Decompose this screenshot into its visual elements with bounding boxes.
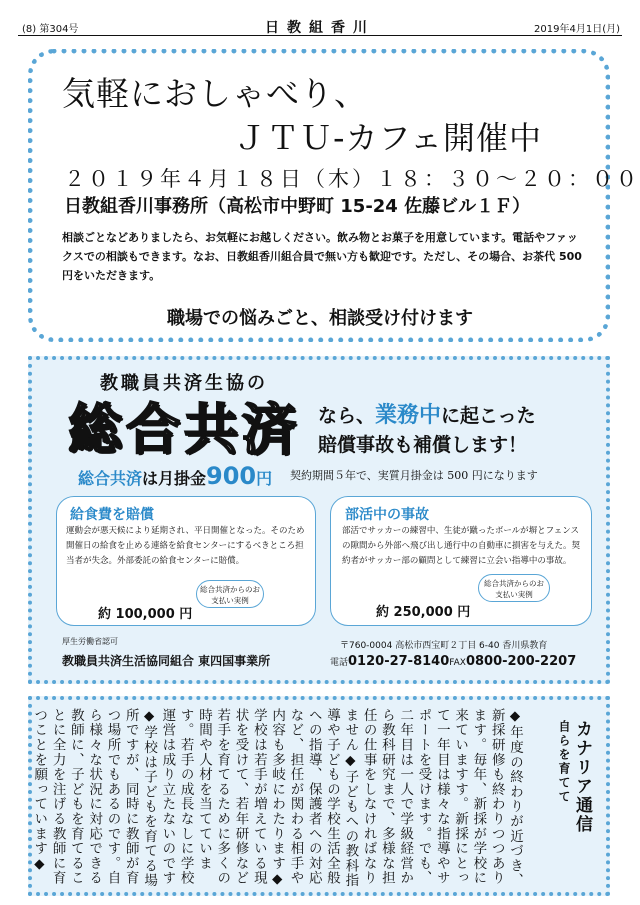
- insurance-price: [78, 462, 272, 490]
- cafe-footer: 職場での悩みごと、相談受け付けます: [167, 308, 473, 329]
- company-phone: [330, 654, 576, 669]
- insurance-tagline-2: 賠償事故も補償します！: [318, 434, 528, 456]
- phone-number: 0120-27-8140: [348, 654, 450, 669]
- case-card-lunch-bubble-text: 総合共済からのお支払い実例: [200, 585, 260, 605]
- price-mid: は月掛金: [142, 469, 207, 488]
- fax-number: 0800-200-2207: [465, 654, 577, 669]
- tagline-pre: なら、: [318, 405, 376, 427]
- canary-body: ◆年度の終わりが近づき、新採研修も終わりつつあります。毎年、新採が学校に来ていますす。新採にとって一年目は様々な指導やサポートを受けます。でも、二年目は一人で学級経営から教科研究まで、多様な担任の仕事をしなければなりません◆子どもへの教科指導や子どもの学校生活全般への指導、保護者への対応など、担任が関わる相手や内容も多岐にわたります◆学校は若手が増えている現状を受けて、若年研修など若手を育てるために多くの時間や人材を当てています。若手の成長なしに学校運営は成り立たないのです◆学校は子どもを育てる場所ですが、同時に教師が育つ場所でもあるのです。自ら様々な状況に対応できる教師に、子どもを育てることに全力を注げる教師に育つことを願っています◆: [31, 708, 523, 889]
- insurance-org: 教職員共済生協の: [100, 373, 268, 394]
- tagline-post: に起こった: [441, 405, 536, 427]
- tagline-highlight: 業務中: [375, 403, 442, 428]
- fax-label: FAX: [449, 658, 466, 668]
- case-card-club-title: 部活中の事故: [345, 507, 429, 523]
- phone-label: 電話: [330, 658, 349, 668]
- price-note: 契約期間５年で、実質月掛金は 500 円になります: [290, 469, 538, 482]
- price-label: 総合共済: [78, 469, 143, 488]
- company-name: 教職員共済生活協同組合 東四国事業所: [62, 654, 271, 668]
- cafe-headline-2: ＪＴＵ-カフェ開催中: [234, 119, 542, 157]
- issue-date: 2019年4月1日(月): [534, 24, 620, 35]
- canary-title: カナリア通信: [572, 720, 592, 834]
- insurance-logo: 総合共済: [68, 398, 300, 461]
- cafe-headline-1: 気軽におしゃべり、: [62, 74, 368, 113]
- approval-text: 厚生労働省認可: [62, 637, 118, 646]
- cafe-place: 日教組香川事務所（高松市中野町 15-24 佐藤ビル１Ｆ）: [64, 196, 531, 217]
- price-value: 900: [206, 462, 257, 490]
- case-card-club-bubble-text: 総合共済からのお支払い実例: [484, 579, 544, 599]
- paper-name: 日教組香川: [265, 20, 375, 36]
- canary-subtitle: 自らを育てて: [557, 720, 571, 804]
- case-card-lunch-body: 運動会が悪天候により延期され、平日開催となった。そのため開催日の給食を止める連絡を給食センターにするべきところ担当者が失念。外部委託の給食センターに賠償。: [66, 526, 305, 566]
- page-number: (8) 第304号: [22, 24, 79, 35]
- company-address: 〒760-0004 高松市西宝町２丁目 6-40 香川県教育: [340, 641, 548, 651]
- cafe-body: 相談ごとなどありましたら、お気軽にお越しください。飲み物とお菓子を用意しています。電話やファックスでの相談もできます。なお、日教組香川組合員で無い方も歓迎です。ただし、その場合、お茶代 500 円をいただきます。: [62, 231, 582, 282]
- case-card-club-amount: 約 250,000 円: [376, 605, 471, 620]
- case-card-lunch-amount: 約 100,000 円: [98, 607, 193, 622]
- header-rule: [18, 35, 622, 36]
- cafe-datetime: ２０１９年４月１８日（木）１８：３０～２０：００: [64, 167, 640, 191]
- case-card-club-body: 部活でサッカーの練習中、生徒が蹴ったボールが塀とフェンスの隙間から外部へ飛び出し通行中の自動車に損害を与えた。契約者がサッカー部の顧問として練習に立会い指導中の事故。: [342, 526, 581, 566]
- insurance-tagline-1: [318, 398, 536, 429]
- price-unit: 円: [256, 469, 273, 488]
- case-card-lunch-title: 給食費を賠償: [70, 507, 154, 523]
